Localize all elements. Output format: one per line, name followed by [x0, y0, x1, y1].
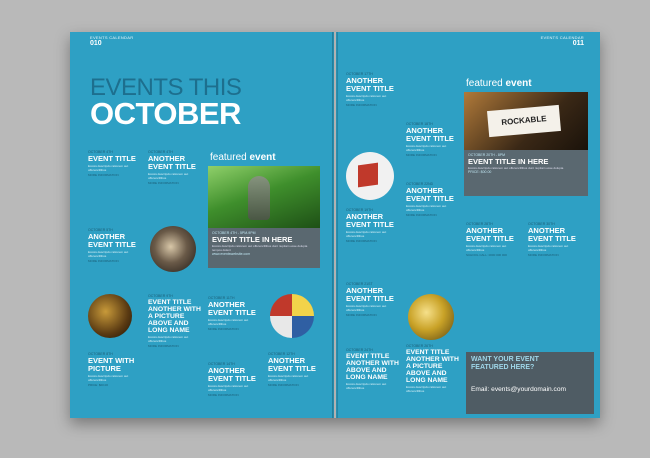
event-title: EVENT TITLE ANOTHER WITH A PICTURE ABOVE AND LONG NAME — [406, 349, 459, 384]
event-more: MORE INFORMATION — [88, 173, 119, 177]
featured-label-bold: event — [505, 78, 532, 89]
event-item — [406, 344, 464, 393]
guitar-photo — [150, 226, 196, 272]
cta-line-2: FEATURED HERE? — [471, 364, 535, 371]
buddha-statue-photo — [208, 166, 320, 228]
trumpet-photo — [408, 294, 454, 340]
event-date: OCTOBER 12TH — [268, 352, 295, 356]
featured-label-plain: featured — [210, 152, 247, 163]
featured-label — [466, 78, 532, 89]
event-body: Ecosis descripdo rationem aut offerencillibus — [406, 385, 447, 393]
event-body: Ecosis descripdo rationem aut offerencillibus — [88, 164, 129, 172]
event-date: OCTOBER 22ND — [406, 182, 434, 186]
featured-body: Ecosis descripdo rationem aut offerencillibus dunt nuptiam esse dolupta — [468, 166, 564, 170]
featured-label-bold: event — [249, 152, 276, 163]
event-body: Ecosis descripdo rationem aut offerencillibus — [88, 250, 129, 258]
event-more: SCHOOL CALL: 0000 000 000 — [466, 253, 507, 257]
event-item — [88, 228, 146, 263]
event-body: Ecosis descripdo rationem aut offerencillibus — [208, 384, 249, 392]
event-body: Ecosis descripdo rationem aut offerencillibus — [346, 304, 387, 312]
event-body: Ecosis descripdo rationem aut offerencillibus — [148, 335, 189, 343]
event-item — [148, 294, 206, 348]
event-date: OCTOBER 30TH — [528, 222, 555, 226]
event-more: MORE INFORMATION — [268, 383, 299, 387]
event-title: ANOTHER EVENT TITLE — [148, 154, 196, 171]
event-date: OCTOBER 5TH — [88, 228, 113, 232]
red-box-photo — [346, 152, 394, 200]
clock-photo — [88, 294, 132, 338]
featured-event-box — [208, 228, 320, 268]
rockable-photo — [464, 92, 588, 150]
featured-event-box — [464, 150, 588, 196]
event-item — [208, 362, 266, 397]
event-title: ANOTHER EVENT TITLE — [208, 300, 256, 317]
event-date: OCTOBER 11TH — [208, 296, 235, 300]
event-item — [88, 150, 146, 177]
event-title: ANOTHER EVENT TITLE — [208, 366, 256, 383]
event-date: OCTOBER 4TH — [88, 150, 113, 154]
event-body: Ecosis descripdo rationem aut offerencillibus — [346, 94, 387, 102]
event-body: Ecosis descripdo rationem aut offerencillibus — [406, 144, 447, 152]
event-body: Ecosis descripdo rationem aut offerencillibus — [528, 244, 569, 252]
event-item — [346, 282, 404, 317]
title-line-2: OCTOBER — [90, 96, 241, 131]
featured-label — [210, 152, 276, 163]
featured-date: OCTOBER 4TH - 5PM-9PM — [212, 231, 256, 235]
feature-your-event-box — [466, 352, 594, 414]
left-page-number: 010 — [90, 40, 102, 47]
event-title: ANOTHER EVENT TITLE — [346, 76, 394, 93]
event-item — [346, 348, 404, 390]
event-item — [346, 72, 404, 107]
event-title: EVENT TITLE — [88, 154, 136, 163]
event-date: OCTOBER 19TH — [346, 208, 373, 212]
right-header-text: EVENTS CALENDAR — [540, 35, 584, 40]
event-date: OCTOBER 21ST — [346, 282, 373, 286]
event-title: ANOTHER EVENT TITLE — [88, 232, 136, 249]
event-title: EVENT WITH PICTURE — [88, 356, 135, 373]
event-more: MORE INFORMATION — [346, 313, 377, 317]
event-body: Ecosis descripdo rationem aut offerencillibus — [346, 382, 387, 390]
event-title: ANOTHER EVENT TITLE — [406, 126, 454, 143]
event-more: PRICE: $00.00 — [88, 383, 109, 387]
event-body: Ecosis descripdo rationem aut offerencillibus — [268, 374, 309, 382]
event-body: Ecosis descripdo rationem aut offerencillibus — [346, 230, 387, 238]
event-title: ANOTHER EVENT TITLE — [466, 226, 514, 243]
event-more: MORE INFORMATION — [88, 259, 119, 263]
event-item — [466, 222, 524, 257]
featured-date: OCTOBER 20TH - 8PM — [468, 153, 506, 157]
title-line-1: EVENTS THIS — [90, 74, 242, 101]
event-body: Ecosis descripdo rationem aut offerencillibus — [88, 374, 129, 382]
event-date: OCTOBER 4TH — [148, 150, 173, 154]
event-item — [406, 182, 464, 217]
featured-title: EVENT TITLE IN HERE — [468, 157, 549, 166]
featured-body: Ecosis descripdo rationem aut offerencillibus dunt nuptiam esse dolupta tempos dolent — [212, 244, 308, 252]
event-date: OCTOBER 14TH — [208, 362, 235, 366]
event-more: MORE INFORMATION — [528, 253, 559, 257]
event-item — [346, 208, 404, 243]
event-more: MORE INFORMATION — [406, 213, 437, 217]
event-body: Ecosis descripdo rationem aut offerencillibus — [148, 172, 189, 180]
event-date: OCTOBER 9TH — [148, 294, 173, 298]
event-more: MORE INFORMATION — [346, 239, 377, 243]
event-item — [148, 150, 206, 185]
event-title: EVENT TITLE ANOTHER WITH A PICTURE ABOVE AND LONG NAME — [148, 299, 201, 334]
featured-title: EVENT TITLE IN HERE — [212, 235, 293, 244]
event-title: ANOTHER EVENT TITLE — [406, 186, 454, 203]
event-date: OCTOBER 8TH — [88, 352, 113, 356]
left-page — [70, 32, 334, 418]
event-item — [268, 352, 326, 387]
event-item — [208, 296, 266, 331]
event-body: Ecosis descripdo rationem aut offerencillibus — [466, 244, 507, 252]
event-more: MORE INFORMATION — [148, 344, 179, 348]
featured-more: PRICE: $00.00 — [468, 170, 492, 174]
magazine-spread — [70, 32, 600, 418]
event-title: ANOTHER EVENT TITLE — [346, 212, 394, 229]
event-date: OCTOBER 28TH — [466, 222, 493, 226]
event-more: MORE INFORMATION — [346, 103, 377, 107]
event-more: MORE INFORMATION — [208, 327, 239, 331]
event-title: ANOTHER EVENT TITLE — [346, 286, 394, 303]
featured-more: www.eventswebsite.com — [212, 252, 251, 256]
event-date: OCTOBER 24TH — [346, 348, 373, 352]
left-header-text: EVENTS CALENDAR — [90, 35, 134, 40]
event-title: ANOTHER EVENT TITLE — [268, 356, 316, 373]
right-page — [336, 32, 600, 418]
event-date: OCTOBER 18TH — [406, 122, 433, 126]
event-body: Ecosis descripdo rationem aut offerencillibus — [208, 318, 249, 326]
right-page-number: 011 — [572, 40, 584, 47]
cta-line-1: WANT YOUR EVENT — [471, 356, 539, 363]
event-more: MORE INFORMATION — [208, 393, 239, 397]
event-more: MORE INFORMATION — [148, 181, 179, 185]
rockable-card: ROCKABLE — [487, 105, 561, 137]
event-item — [88, 352, 146, 387]
event-date: OCTOBER 26TH — [406, 344, 433, 348]
event-body: Ecosis descripdo rationem aut offerencillibus — [406, 204, 447, 212]
buy-tickets-photo — [270, 294, 314, 338]
cta-email: Email: events@yourdomain.com — [471, 386, 567, 393]
event-more: MORE INFORMATION — [406, 153, 437, 157]
event-title: ANOTHER EVENT TITLE — [528, 226, 576, 243]
event-date: OCTOBER 17TH — [346, 72, 373, 76]
spine-shadow — [332, 32, 338, 418]
featured-label-plain: featured — [466, 78, 503, 89]
event-item — [528, 222, 586, 257]
event-item — [406, 122, 464, 157]
event-title: EVENT TITLE ANOTHER WITH ABOVE AND LONG NAME — [346, 353, 399, 381]
